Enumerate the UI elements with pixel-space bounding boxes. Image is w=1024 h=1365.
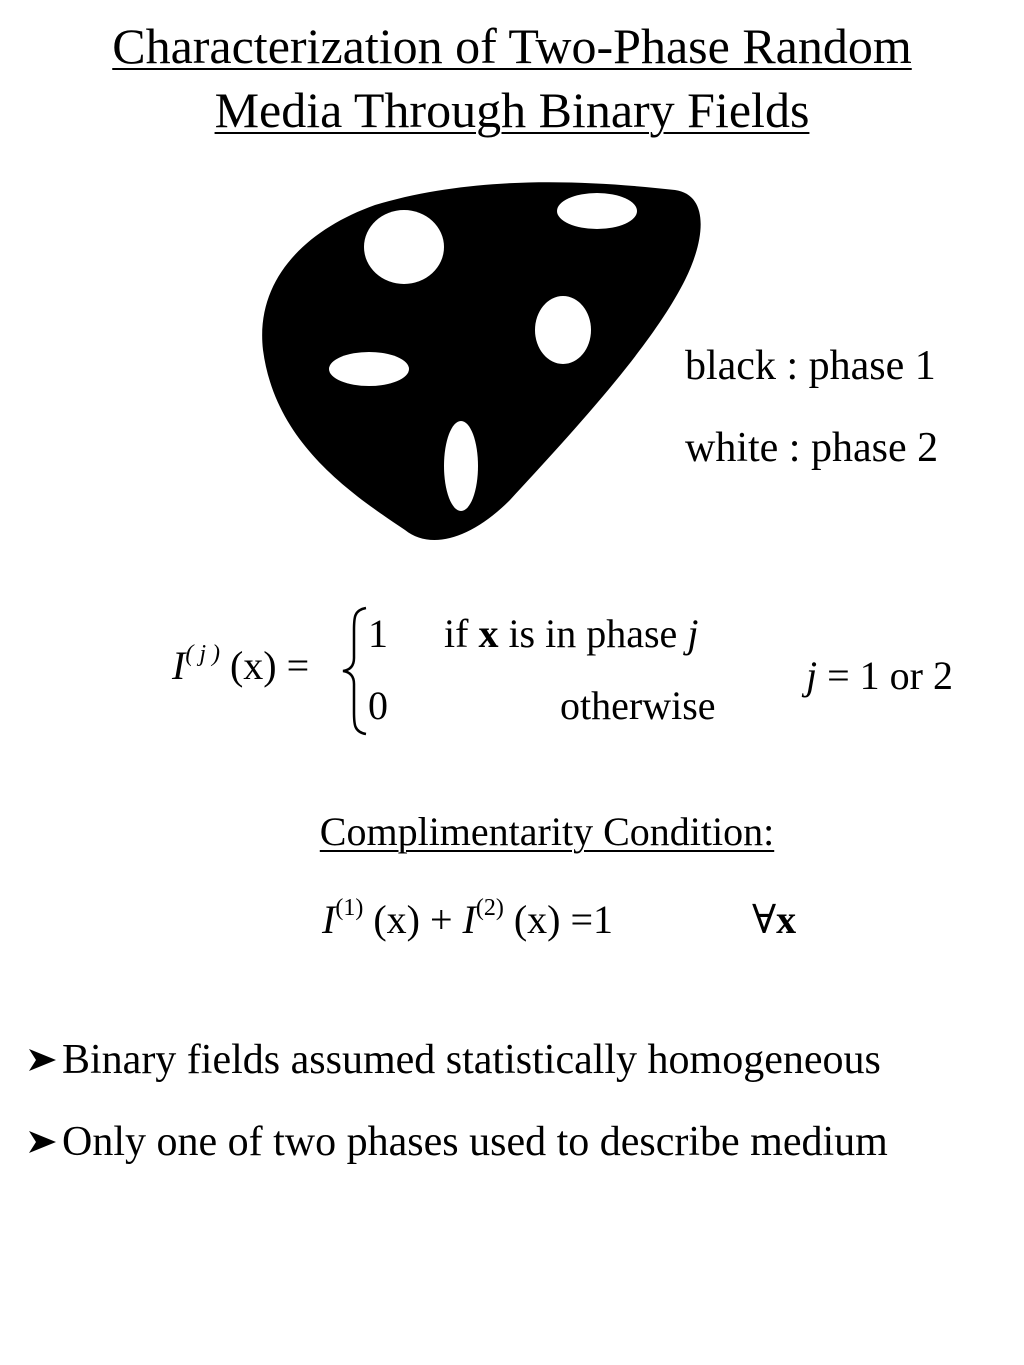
forall-clause [752, 896, 796, 943]
indicator-lhs [172, 642, 309, 689]
forall-symbol: ∀ [752, 897, 777, 942]
comp-I1: I [322, 897, 336, 942]
comp-x1: (x) [373, 897, 420, 942]
complementarity-equation [322, 896, 613, 943]
comp-x2: (x) [513, 897, 561, 942]
range-j: j [806, 653, 818, 698]
case-2-value: 0 [368, 683, 388, 728]
bullet-text: Binary fields assumed statistically homogeneous [62, 1037, 881, 1083]
arrowhead-bullet-icon [26, 1044, 58, 1076]
forall-x: x [776, 897, 797, 942]
bullet-text: Only one of two phases used to describe medium [62, 1119, 888, 1165]
case-1-j: j [687, 611, 699, 656]
complementarity-heading-text: Complimentarity Condition: [319, 809, 775, 854]
phase-1-region [262, 182, 701, 540]
phase-2-inclusion [364, 210, 444, 284]
case-2-otherwise: otherwise [560, 683, 716, 728]
phase-2-inclusion [535, 296, 591, 364]
page-title [0, 14, 1024, 142]
two-phase-medium-figure [255, 180, 715, 555]
bullet-item [26, 1118, 888, 1166]
left-brace-icon [340, 606, 370, 736]
case-1-if: if [444, 611, 469, 656]
indicator-superscript: ( j ) [185, 640, 220, 667]
case-1-rest: is in phase [508, 611, 678, 656]
phase-2-inclusion [329, 352, 409, 386]
two-phase-medium-svg [255, 180, 715, 550]
bullet-item [26, 1036, 881, 1084]
case-1-value: 1 [368, 611, 388, 656]
comp-equals: =1 [570, 897, 614, 942]
indicator-range [806, 652, 953, 699]
arrowhead-bullet-icon [26, 1126, 58, 1158]
complementarity-heading [0, 808, 1024, 855]
title-line-2: Media Through Binary Fields [214, 82, 810, 138]
phase-2-inclusion [557, 193, 637, 229]
phase-2-inclusion [444, 421, 478, 511]
legend-white: white : phase 2 [685, 425, 939, 471]
comp-plus: + [429, 897, 453, 942]
legend-black: black : phase 1 [685, 343, 936, 389]
comp-sup1: (1) [335, 894, 364, 921]
indicator-symbol: I [172, 643, 186, 688]
range-rest: = 1 or 2 [827, 653, 954, 698]
indicator-case-1 [368, 610, 698, 657]
case-1-x: x [478, 611, 499, 656]
comp-I2: I [462, 897, 476, 942]
title-line-1: Characterization of Two-Phase Random [112, 18, 912, 74]
indicator-argument: (x) = [229, 643, 310, 688]
comp-sup2: (2) [475, 894, 504, 921]
indicator-case-2 [368, 682, 388, 729]
